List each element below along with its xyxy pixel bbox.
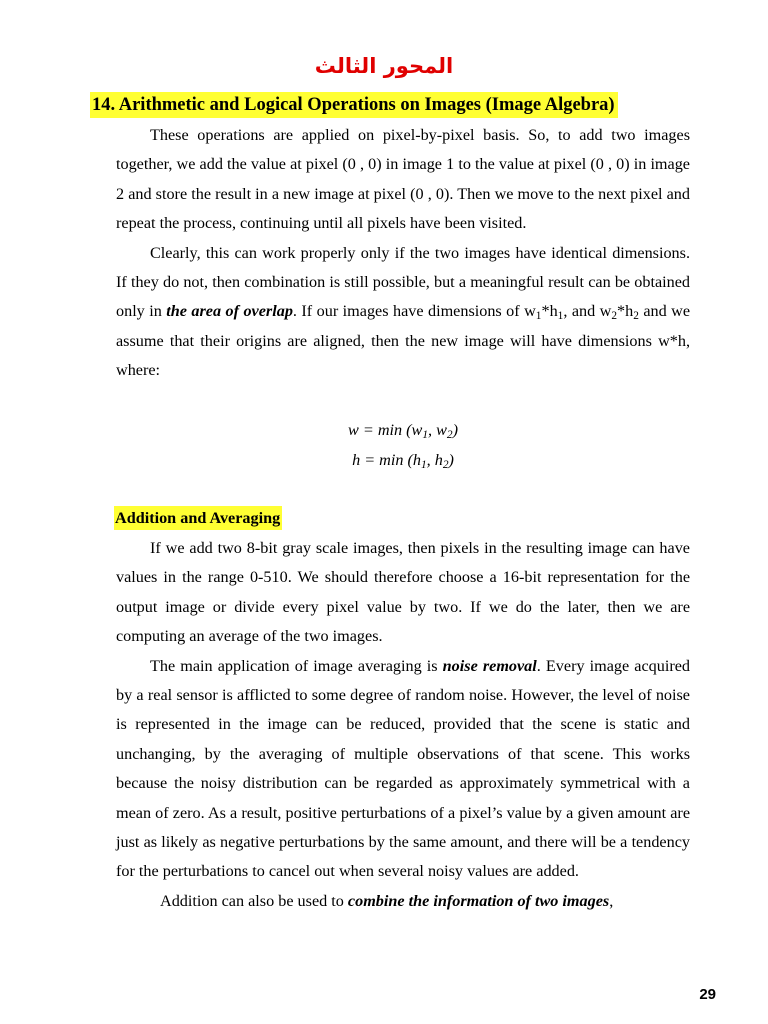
equation-text: h = min (h xyxy=(352,451,421,469)
section-heading: 14. Arithmetic and Logical Operations on Images (Image Algebra) xyxy=(90,92,618,118)
paragraph xyxy=(116,121,690,239)
paragraph xyxy=(116,887,690,916)
paragraph-text: *h xyxy=(541,302,558,321)
equation-text: , w xyxy=(428,421,447,439)
equation-height xyxy=(116,446,690,475)
subscript: 2 xyxy=(442,458,449,471)
section-body xyxy=(116,121,690,386)
paragraph-text: . If our images have dimensions of w xyxy=(292,302,536,321)
subscript: 1 xyxy=(422,428,429,441)
paragraph-text: These operations are applied on pixel-by-pixel basis. So, to add two images together, we add the value at pixel (0 , 0) in image 1 to the value at pixel (0 , 0) in image 2 and store the result in a new image at pixel (0 , 0). Then we move to the next pixel and repeat the process, continuing until all pixels have been visited. xyxy=(116,126,690,233)
paragraph-text: The main application of image averaging is xyxy=(150,656,443,675)
subsection-body xyxy=(116,534,690,916)
paragraph-text: , xyxy=(609,891,614,910)
equation-text: ) xyxy=(448,451,454,469)
paragraph-text: Addition can also be used to xyxy=(160,891,348,910)
paragraph-text: and we assume that their origins are aligned, then the new image will have dimensions w*h, where: xyxy=(116,302,691,380)
emphasis-text: noise removal xyxy=(442,656,537,675)
subscript: 1 xyxy=(557,310,564,323)
equation-width xyxy=(116,416,690,445)
page-number: 29 xyxy=(699,986,716,1003)
subscript: 2 xyxy=(446,428,453,441)
paragraph xyxy=(116,239,690,386)
chapter-title-arabic: المحور الثالث xyxy=(314,54,454,78)
paragraph xyxy=(116,652,690,887)
paragraph-text: If we add two 8-bit gray scale images, then pixels in the resulting image can have values in the range 0-510. We should therefore choose a 16-bit representation for the output image or divide every pixel value by two. If we do the later, then we are computing an average of the two images. xyxy=(116,539,690,646)
emphasis-text: combine the information of two images xyxy=(347,891,610,910)
subscript: 1 xyxy=(421,458,427,471)
equation-text: w = min (w xyxy=(348,421,423,439)
equation-text: ) xyxy=(452,421,458,439)
subscript: 2 xyxy=(611,310,618,323)
paragraph-text: . Every image acquired by a real sensor is afflicted to some degree of random noise. However, the level of noise is represented in the image can be reduced, provided that the scene is static and unchanging, by the averaging of multiple observations of that scene. This works because the noisy distribution can be regarded as approximately symmetrical with a mean of zero. As a result, positive perturbations of a pixel’s value by a given amount are just as likely as negative perturbations by the same amount, and there will be a tendency for the perturbations to cancel out when several noisy values are added. xyxy=(116,656,690,881)
paragraph-text: Clearly, this can work properly only if the two images have identical dimensions. If they do not, then combination is still possible, but a meaningful result can be obtained only in xyxy=(116,243,690,321)
subscript: 1 xyxy=(535,310,542,323)
emphasis-text: the area of overlap xyxy=(166,302,293,321)
paragraph xyxy=(116,534,690,652)
subsection-heading: Addition and Averaging xyxy=(114,506,282,530)
subscript: 2 xyxy=(633,310,639,323)
paragraph-text: , and w xyxy=(563,302,612,321)
paragraph-text: *h xyxy=(617,302,634,321)
equation-text: , h xyxy=(426,451,443,469)
